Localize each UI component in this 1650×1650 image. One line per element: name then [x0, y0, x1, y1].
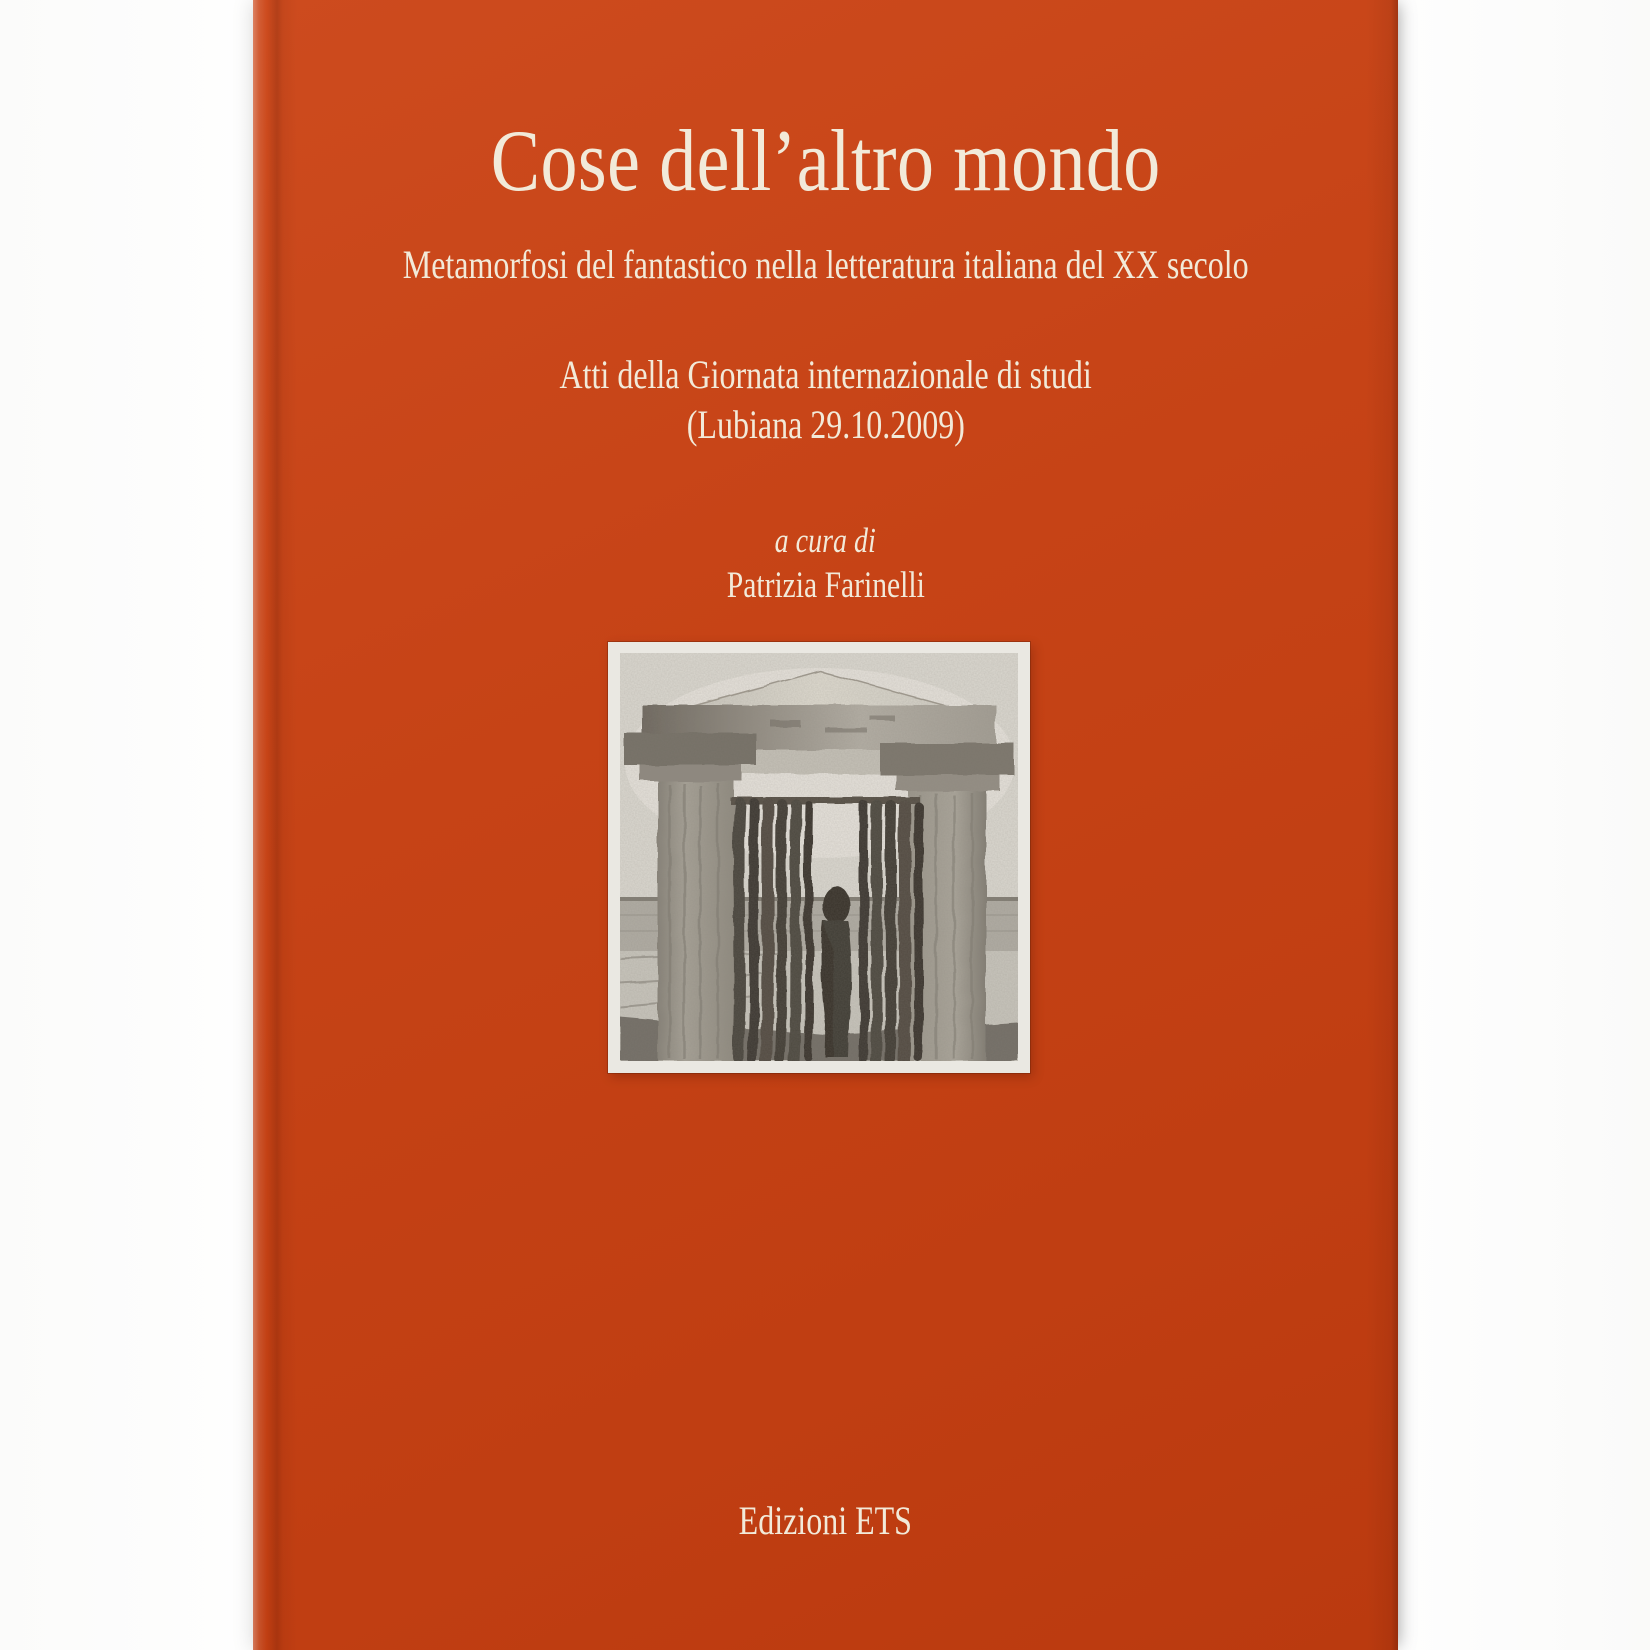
event-lines	[253, 350, 1398, 450]
publisher-imprint: Edizioni ETS	[738, 1498, 913, 1543]
cover-title-text: Cose dell’altro mondo	[490, 113, 1161, 210]
event-line-2: (Lubiana 29.10.2009)	[686, 402, 965, 447]
event-line-1: Atti della Giornata internazionale di studi	[559, 352, 1092, 397]
cover-artwork	[608, 642, 1030, 1073]
book-cover	[253, 0, 1398, 1650]
editor-name: Patrizia Farinelli	[726, 565, 925, 606]
editor-block	[253, 518, 1398, 608]
cover-title	[253, 113, 1398, 210]
editor-prefix: a cura di	[774, 521, 877, 560]
cover-artwork-frame	[608, 642, 1030, 1073]
cover-subtitle-text: Metamorfosi del fantastico nella letteratura italiana del XX secolo	[402, 242, 1249, 287]
cover-subtitle	[253, 244, 1398, 286]
